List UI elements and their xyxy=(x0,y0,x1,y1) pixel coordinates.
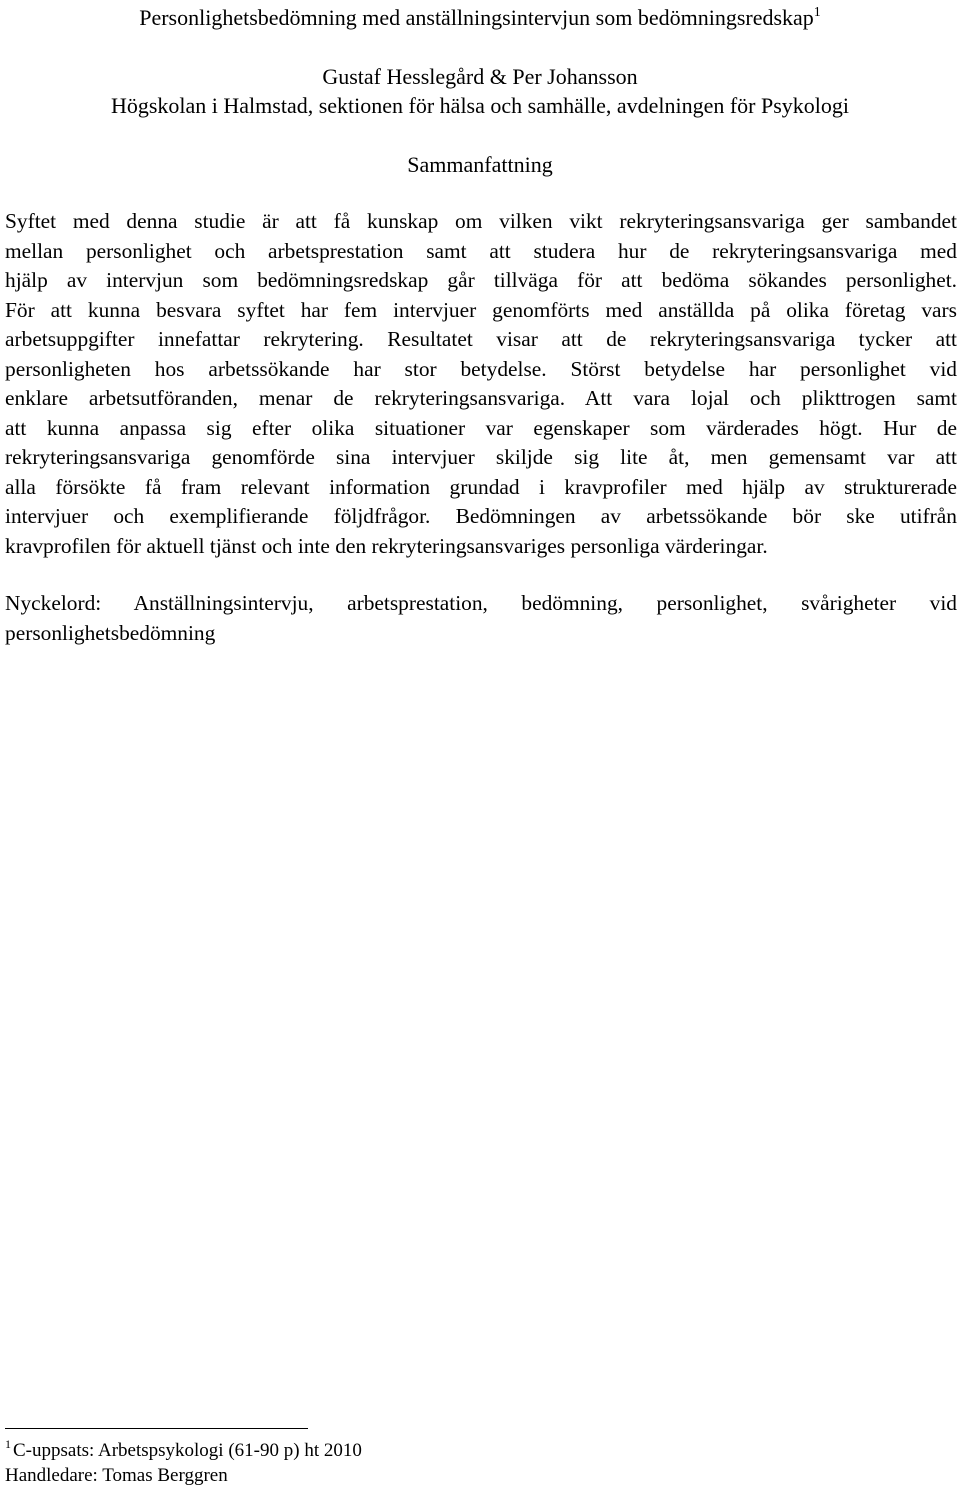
abstract-line: alla försökte få fram relevant information grundad i kravprofiler med hjälp av strukturerade xyxy=(5,474,957,499)
abstract-line: rekryteringsansvariga genomförde sina intervjuer skiljde sig lite åt, men gemensamt var att xyxy=(5,445,957,469)
abstract-line: arbetsuppgifter innefattar rekrytering. Resultatet visar att de rekryteringsansvariga tycker att xyxy=(5,327,957,351)
keywords xyxy=(5,589,957,648)
author-block xyxy=(0,62,960,120)
abstract-body xyxy=(5,207,957,561)
authors: Gustaf Hesslegård & Per Johansson xyxy=(322,64,638,89)
abstract-line: intervjuer och exemplifierande följdfrågor. Bedömningen av arbetssökande bör ske utifrån xyxy=(5,504,957,528)
supervisor: Handledare: Tomas Berggren xyxy=(5,1465,228,1486)
abstract-line: mellan personlighet och arbetsprestation samt att studera hur de rekryteringsansvariga med xyxy=(5,238,957,263)
abstract-line: hjälp av intervjun som bedömningsredskap går tillväga för att bedöma sökandes personlighet. xyxy=(5,268,957,292)
title-footnote-mark: 1 xyxy=(813,5,821,20)
footnote-text: C-uppsats: Arbetspsykologi (61-90 p) ht 2010 xyxy=(13,1440,362,1461)
footnote-divider xyxy=(5,1428,308,1429)
footnote-block xyxy=(5,1438,362,1488)
footnote xyxy=(5,1438,362,1463)
footnote-mark: 1 xyxy=(5,1437,11,1451)
abstract-line: kravprofilen för aktuell tjänst och inte den rekryteringsansvariges personliga värderingar. xyxy=(5,533,768,558)
abstract-line: Syftet med denna studie är att få kunskap om vilken vikt rekryteringsansvariga ger sambandet xyxy=(5,209,957,233)
document-title xyxy=(0,4,960,32)
abstract-line: personligheten hos arbetssökande har stor betydelse. Störst betydelse har personlighet vid xyxy=(5,356,957,381)
abstract-line: För att kunna besvara syftet har fem intervjuer genomförts med anställda på olika företag vars xyxy=(5,297,957,322)
abstract-line: att kunna anpassa sig efter olika situationer var egenskaper som värderades högt. Hur de xyxy=(5,415,957,440)
affiliation: Högskolan i Halmstad, sektionen för hälsa och samhälle, avdelningen för Psykologi xyxy=(110,93,850,118)
keywords-line: Nyckelord: Anställningsintervju, arbetsprestation, bedömning, personlighet, svårigheter vid xyxy=(5,591,957,615)
abstract-line: enklare arbetsutföranden, menar de rekryteringsansvariga. Att vara lojal och plikttrogen samt xyxy=(5,386,957,410)
title-text: Personlighetsbedömning med anställningsintervjun som bedömningsredskap xyxy=(139,5,814,30)
keywords-line: personlighetsbedömning xyxy=(5,620,216,645)
abstract-heading: Sammanfattning xyxy=(407,152,553,177)
